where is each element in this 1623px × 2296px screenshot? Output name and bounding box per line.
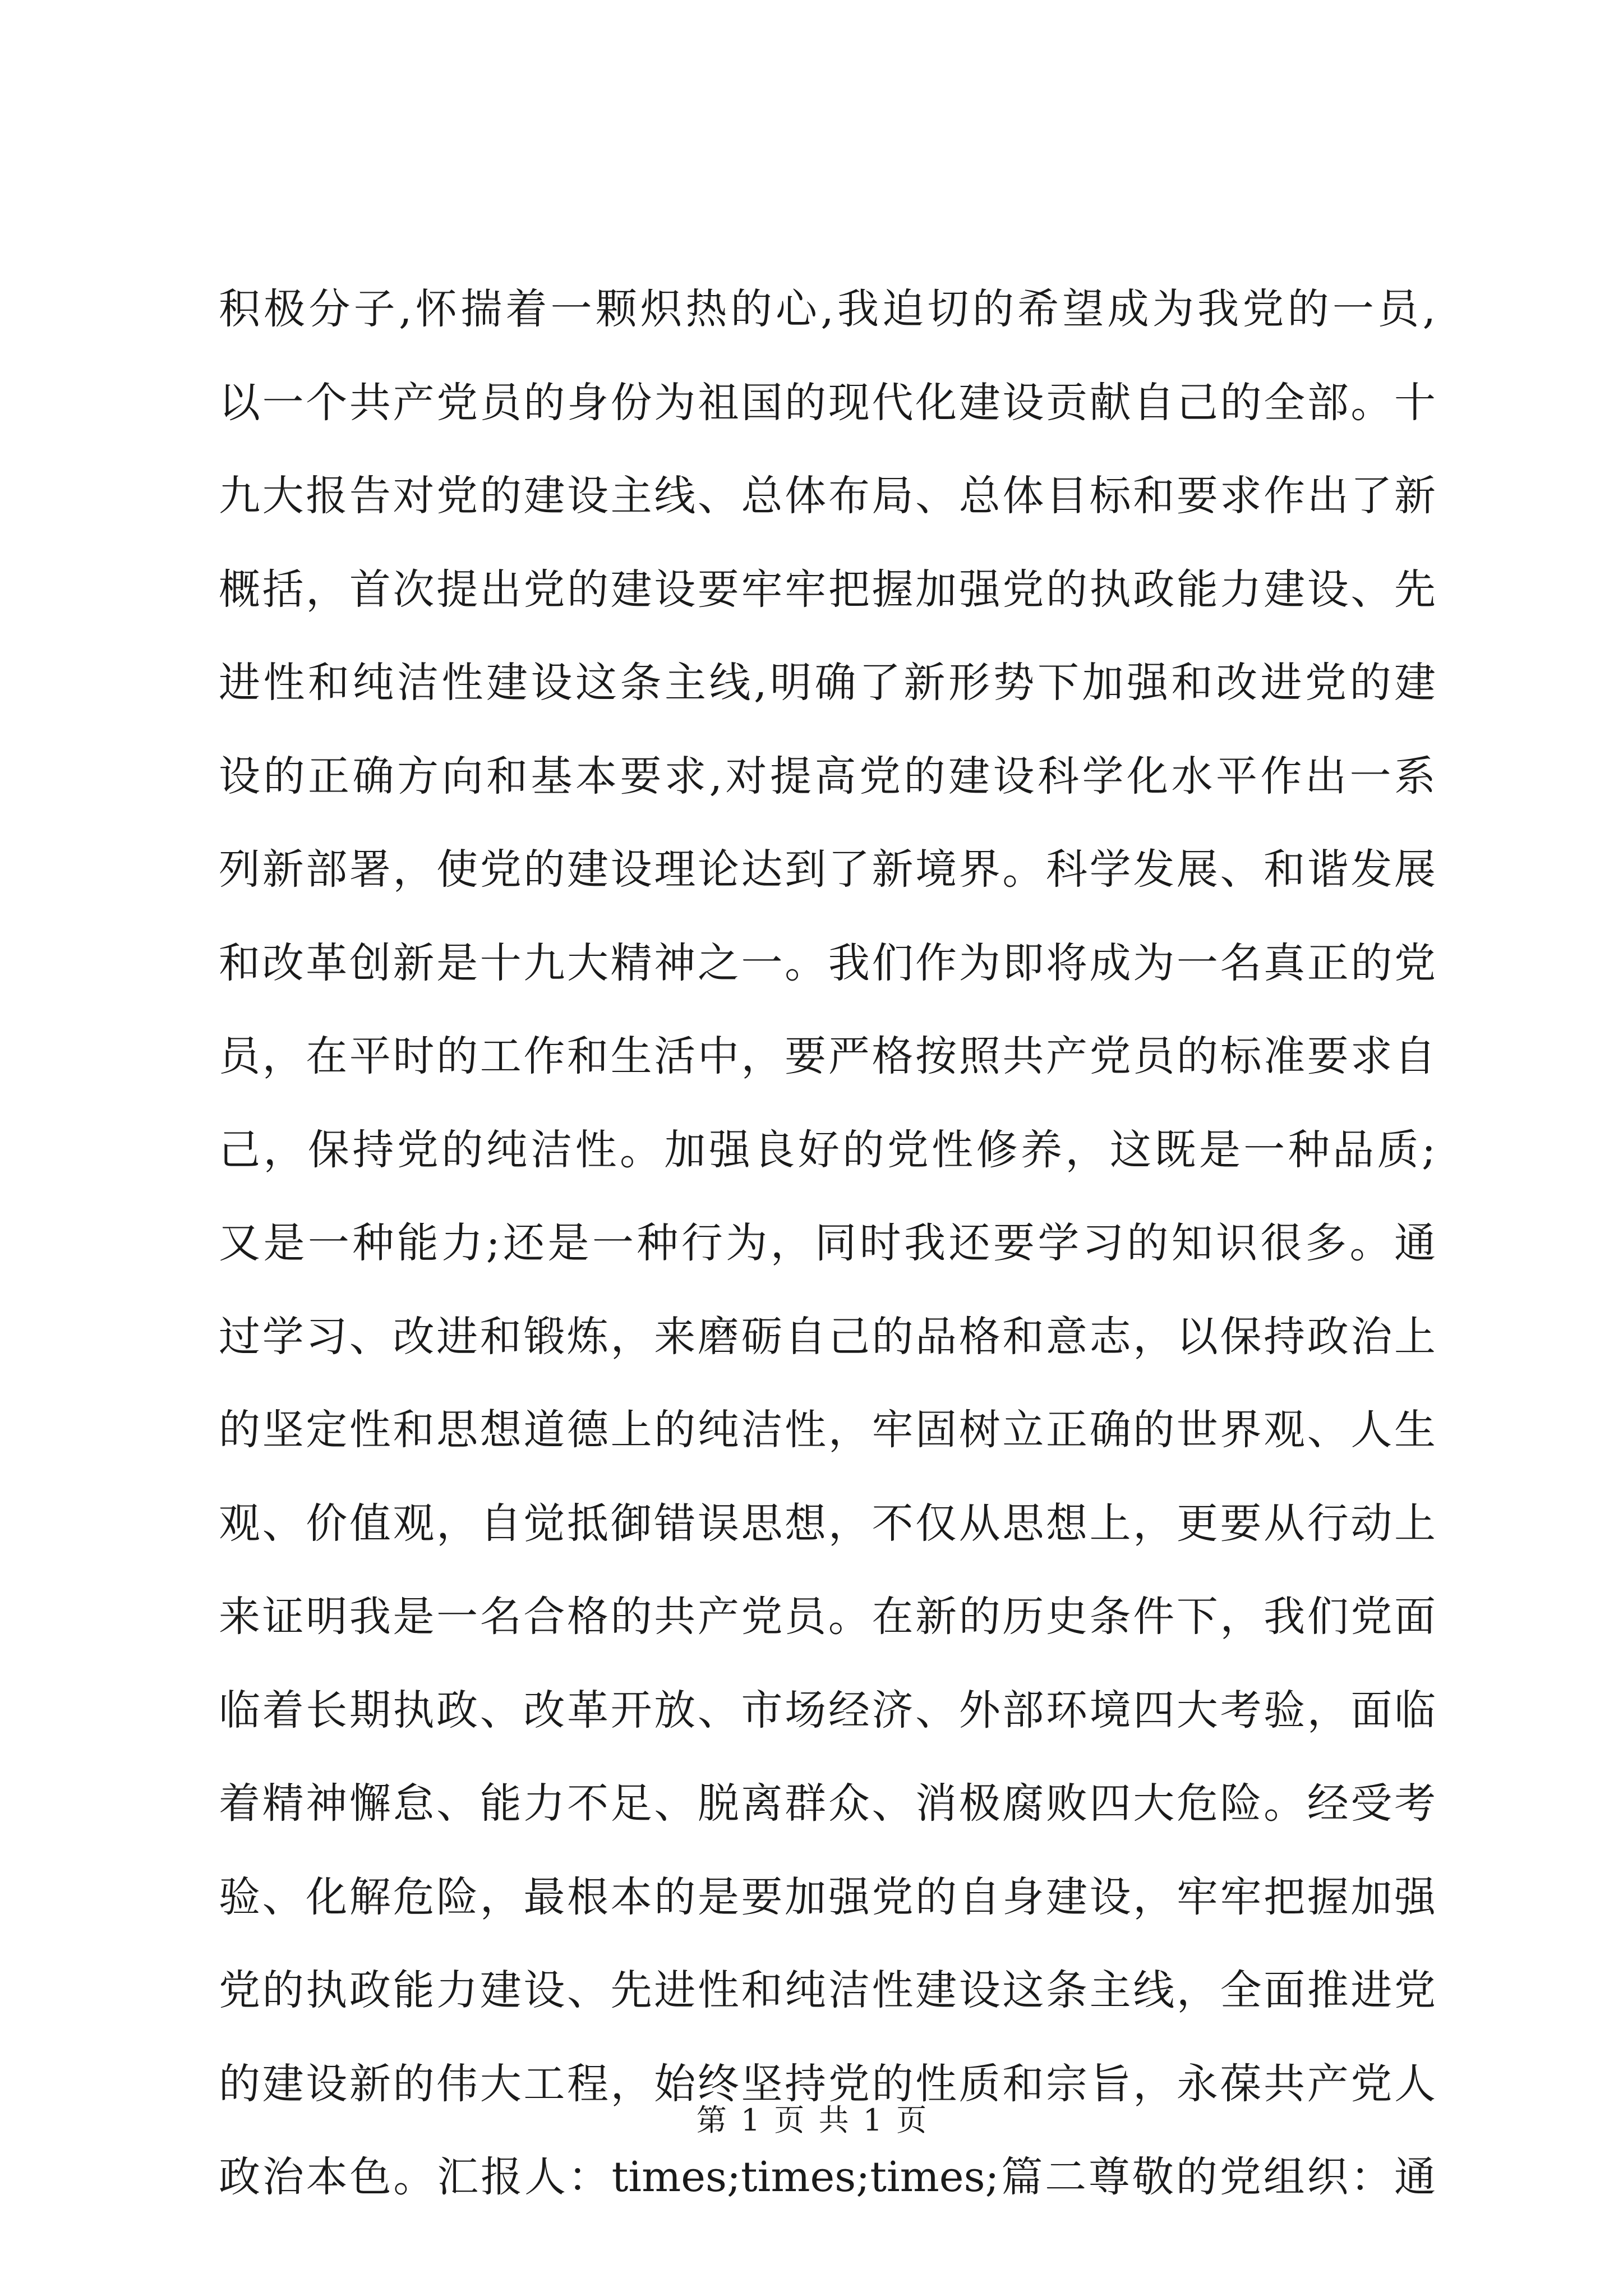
text-line: 员，在平时的工作和生活中，要严格按照共产党员的标准要求自 <box>219 1032 1436 1080</box>
text-line: 己，保持党的纯洁性。加强良好的党性修养，这既是一种品质; <box>219 1125 1436 1174</box>
text-line: 概括，首次提出党的建设要牢牢把握加强党的执政能力建设、先 <box>219 565 1436 614</box>
text-line: 临着长期执政、改革开放、市场经济、外部环境四大考验，面临 <box>219 1686 1436 1734</box>
page-footer <box>0 2101 1623 2140</box>
text-line: 党的执政能力建设、先进性和纯洁性建设这条主线，全面推进党 <box>219 1966 1436 2014</box>
text-line: 以一个共产党员的身份为祖国的现代化建设贡献自己的全部。十 <box>219 378 1436 427</box>
text-line: 来证明我是一名合格的共产党员。在新的历史条件下，我们党面 <box>219 1593 1436 1641</box>
text-line: 政治本色。汇报人：times;times;times;篇二尊敬的党组织：通 <box>219 2153 1436 2201</box>
page-number-label: 第 1 页 共 1 页 <box>696 2102 927 2138</box>
text-line: 积极分子,怀揣着一颗炽热的心,我迫切的希望成为我党的一员, <box>219 285 1436 333</box>
text-line: 列新部署，使党的建设理论达到了新境界。科学发展、和谐发展 <box>219 845 1436 894</box>
text-line: 的坚定性和思想道德上的纯洁性，牢固树立正确的世界观、人生 <box>219 1406 1436 1454</box>
text-line: 观、价值观，自觉抵御错误思想，不仅从思想上，更要从行动上 <box>219 1499 1436 1548</box>
text-line: 的建设新的伟大工程，始终坚持党的性质和宗旨，永葆共产党人 <box>219 2059 1436 2108</box>
body-text <box>219 263 1436 2224</box>
text-line: 进性和纯洁性建设这条主线,明确了新形势下加强和改进党的建 <box>219 659 1436 707</box>
text-line: 九大报告对党的建设主线、总体布局、总体目标和要求作出了新 <box>219 472 1436 520</box>
text-line: 验、化解危险，最根本的是要加强党的自身建设，牢牢把握加强 <box>219 1872 1436 1921</box>
text-line: 着精神懈怠、能力不足、脱离群众、消极腐败四大危险。经受考 <box>219 1779 1436 1828</box>
text-line: 设的正确方向和基本要求,对提高党的建设科学化水平作出一系 <box>219 752 1436 800</box>
text-line: 又是一种能力;还是一种行为，同时我还要学习的知识很多。通 <box>219 1219 1436 1267</box>
text-line: 和改革创新是十九大精神之一。我们作为即将成为一名真正的党 <box>219 938 1436 987</box>
text-line: 过学习、改进和锻炼，来磨砺自己的品格和意志，以保持政治上 <box>219 1312 1436 1361</box>
